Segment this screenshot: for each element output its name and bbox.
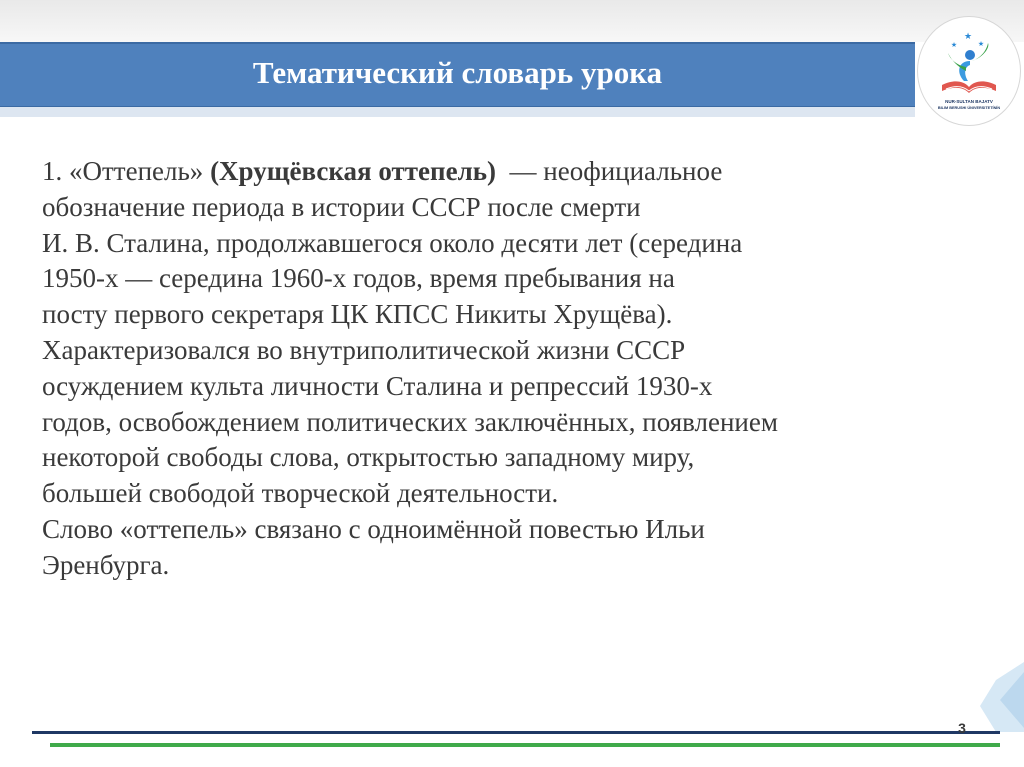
bottom-divider-green: [50, 743, 1000, 747]
top-shade: [0, 0, 1024, 42]
title-bar-underlay: [0, 107, 915, 117]
slide-title: Тематический словарь урока: [252, 55, 663, 90]
definition-line: 1950-х — середина 1960-х годов, время пребывания на: [42, 263, 675, 294]
definition-term: «Оттепель»: [69, 156, 204, 186]
definition-line: Слово «оттепель» связано с одноимённой повестью Ильи: [42, 513, 705, 544]
definition-line: обозначение периода в истории СССР после смерти: [42, 191, 641, 222]
next-slide-tab[interactable]: [966, 662, 1024, 732]
definition-line: годов, освобождением политических заключённых, появлением: [42, 406, 778, 437]
logo-text-top: NUR-SULTAN BAJATV: [945, 99, 993, 104]
definition-line: Характеризовался во внутриполитической жизни СССР: [42, 334, 686, 365]
definition-line: большей свободой творческой деятельности.: [42, 478, 559, 509]
corner-arrow-icon: [966, 662, 1024, 732]
definition-line: И. В. Сталина, продолжавшегося около десяти лет (середина: [42, 227, 743, 258]
bottom-divider-blue: [32, 731, 1000, 734]
definition-number: 1.: [42, 156, 63, 186]
svg-text:★: ★: [977, 40, 985, 48]
page-number: 3: [958, 720, 966, 736]
title-bar: [0, 42, 915, 109]
logo-text-bottom: BILIM BERUSHI ÚNIVERSITETÍNÍN: [937, 106, 1001, 110]
definition-dash: — неофициальное: [509, 156, 723, 186]
definition-line: посту первого секретаря ЦК КПСС Никиты Хрущёва).: [42, 299, 673, 330]
svg-text:★: ★: [950, 41, 958, 49]
university-logo: [917, 16, 1021, 126]
svg-text:★: ★: [963, 31, 973, 41]
definition-term-bold: (Хрущёвская оттепель): [210, 156, 497, 186]
definition-block: [42, 154, 992, 584]
definition-line: некоторой свободы слова, открытостью западному миру,: [42, 442, 695, 473]
logo-emblem-icon: [918, 17, 1020, 125]
definition-line: осуждением культа личности Сталина и репрессий 1930-х: [42, 370, 713, 401]
definition-line: Эренбурга.: [42, 549, 170, 580]
definition-first-line: [42, 154, 992, 190]
